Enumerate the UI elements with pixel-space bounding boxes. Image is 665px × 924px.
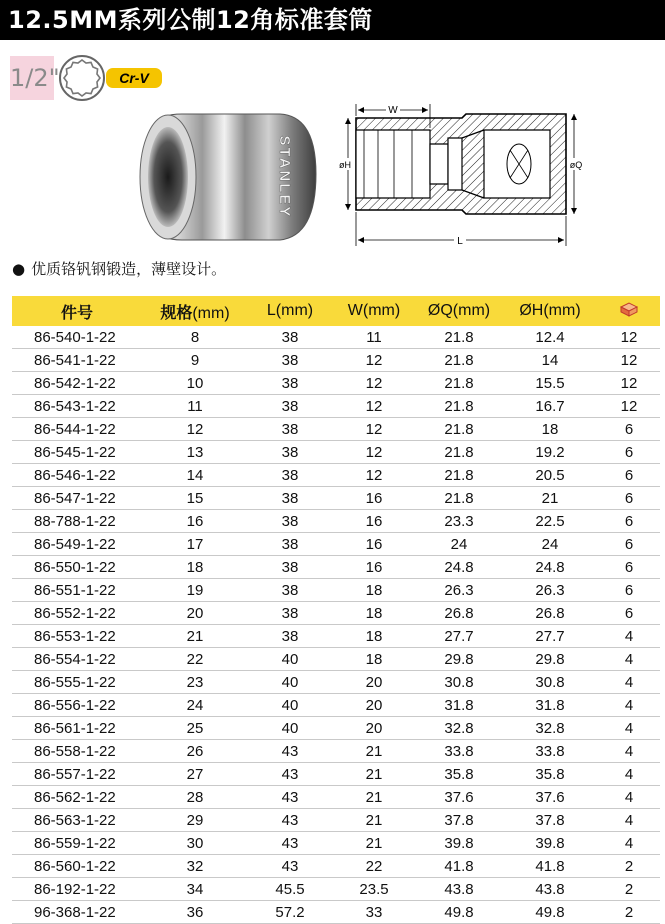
cell-h-value: 37.6 bbox=[502, 786, 598, 809]
cell-q-value: 37.8 bbox=[416, 809, 502, 832]
cell-l-value: 38 bbox=[248, 556, 332, 579]
cell-w-value: 18 bbox=[332, 625, 416, 648]
cell-size: 12 bbox=[142, 418, 248, 441]
table-row bbox=[12, 579, 660, 602]
table-row bbox=[12, 372, 660, 395]
cell-pack-qty: 2 bbox=[598, 855, 660, 878]
table-row bbox=[12, 901, 660, 924]
table-row bbox=[12, 832, 660, 855]
table-row bbox=[12, 740, 660, 763]
cell-pack-qty: 6 bbox=[598, 464, 660, 487]
cell-h-value: 26.3 bbox=[502, 579, 598, 602]
cell-size: 20 bbox=[142, 602, 248, 625]
cell-size: 26 bbox=[142, 740, 248, 763]
cell-pack-qty: 4 bbox=[598, 717, 660, 740]
table-row bbox=[12, 694, 660, 717]
cell-part-number: 86-560-1-22 bbox=[12, 855, 142, 878]
table-row bbox=[12, 395, 660, 418]
cell-q-value: 32.8 bbox=[416, 717, 502, 740]
cell-part-number: 86-543-1-22 bbox=[12, 395, 142, 418]
cell-pack-qty: 4 bbox=[598, 809, 660, 832]
table-row bbox=[12, 878, 660, 901]
col-header-pack bbox=[598, 296, 660, 326]
cell-part-number: 86-550-1-22 bbox=[12, 556, 142, 579]
table-row bbox=[12, 487, 660, 510]
cell-size: 14 bbox=[142, 464, 248, 487]
cell-q-value: 21.8 bbox=[416, 395, 502, 418]
cell-part-number: 86-552-1-22 bbox=[12, 602, 142, 625]
cell-pack-qty: 6 bbox=[598, 441, 660, 464]
cell-h-value: 24 bbox=[502, 533, 598, 556]
cell-size: 9 bbox=[142, 349, 248, 372]
cell-q-value: 33.8 bbox=[416, 740, 502, 763]
cell-size: 30 bbox=[142, 832, 248, 855]
bullet-dot-icon: ● bbox=[12, 260, 26, 278]
cell-w-value: 21 bbox=[332, 832, 416, 855]
cell-size: 36 bbox=[142, 901, 248, 924]
cell-part-number: 96-368-1-22 bbox=[12, 901, 142, 924]
cell-q-value: 39.8 bbox=[416, 832, 502, 855]
cell-pack-qty: 6 bbox=[598, 418, 660, 441]
table-row bbox=[12, 648, 660, 671]
cell-size: 34 bbox=[142, 878, 248, 901]
cell-h-value: 14 bbox=[502, 349, 598, 372]
cell-h-value: 33.8 bbox=[502, 740, 598, 763]
col-header-size: 规格(mm) bbox=[142, 296, 248, 326]
cell-w-value: 12 bbox=[332, 395, 416, 418]
cell-l-value: 38 bbox=[248, 625, 332, 648]
cell-size: 22 bbox=[142, 648, 248, 671]
cell-w-value: 18 bbox=[332, 579, 416, 602]
cell-l-value: 45.5 bbox=[248, 878, 332, 901]
cell-part-number: 86-557-1-22 bbox=[12, 763, 142, 786]
cell-h-value: 43.8 bbox=[502, 878, 598, 901]
cell-w-value: 18 bbox=[332, 648, 416, 671]
cell-w-value: 21 bbox=[332, 809, 416, 832]
cell-h-value: 49.8 bbox=[502, 901, 598, 924]
cell-l-value: 43 bbox=[248, 832, 332, 855]
table-row bbox=[12, 602, 660, 625]
cell-pack-qty: 4 bbox=[598, 694, 660, 717]
cell-pack-qty: 4 bbox=[598, 763, 660, 786]
cell-part-number: 86-561-1-22 bbox=[12, 717, 142, 740]
cell-part-number: 86-546-1-22 bbox=[12, 464, 142, 487]
page-title: 12.5MM系列公制12角标准套筒 bbox=[0, 0, 665, 40]
cell-size: 10 bbox=[142, 372, 248, 395]
cell-q-value: 24.8 bbox=[416, 556, 502, 579]
cell-l-value: 38 bbox=[248, 372, 332, 395]
cell-pack-qty: 4 bbox=[598, 786, 660, 809]
h-dimension-label: øH bbox=[339, 160, 351, 170]
cell-q-value: 26.8 bbox=[416, 602, 502, 625]
cell-size: 17 bbox=[142, 533, 248, 556]
cell-q-value: 26.3 bbox=[416, 579, 502, 602]
cell-pack-qty: 4 bbox=[598, 625, 660, 648]
cell-q-value: 21.8 bbox=[416, 349, 502, 372]
cell-h-value: 15.5 bbox=[502, 372, 598, 395]
cell-w-value: 11 bbox=[332, 326, 416, 349]
cell-h-value: 24.8 bbox=[502, 556, 598, 579]
cell-size: 23 bbox=[142, 671, 248, 694]
twelve-point-socket-icon bbox=[58, 54, 106, 102]
material-badge: Cr-V bbox=[106, 68, 162, 88]
col-header-w: W(mm) bbox=[332, 296, 416, 326]
cell-w-value: 21 bbox=[332, 786, 416, 809]
cell-l-value: 38 bbox=[248, 602, 332, 625]
cell-part-number: 86-544-1-22 bbox=[12, 418, 142, 441]
cell-q-value: 29.8 bbox=[416, 648, 502, 671]
cell-q-value: 37.6 bbox=[416, 786, 502, 809]
table-row bbox=[12, 556, 660, 579]
cell-l-value: 43 bbox=[248, 786, 332, 809]
table-header-row bbox=[12, 296, 660, 326]
cell-l-value: 38 bbox=[248, 418, 332, 441]
cell-l-value: 38 bbox=[248, 579, 332, 602]
cell-pack-qty: 6 bbox=[598, 579, 660, 602]
col-header-q: ØQ(mm) bbox=[416, 296, 502, 326]
cell-size: 24 bbox=[142, 694, 248, 717]
cell-part-number: 86-559-1-22 bbox=[12, 832, 142, 855]
cell-l-value: 38 bbox=[248, 326, 332, 349]
socket-brand-text: STANLEY bbox=[276, 135, 293, 219]
col-header-part: 件号 bbox=[12, 296, 142, 326]
cell-l-value: 40 bbox=[248, 648, 332, 671]
cell-l-value: 43 bbox=[248, 809, 332, 832]
cell-part-number: 86-541-1-22 bbox=[12, 349, 142, 372]
cell-part-number: 86-553-1-22 bbox=[12, 625, 142, 648]
cell-pack-qty: 6 bbox=[598, 510, 660, 533]
cell-part-number: 86-549-1-22 bbox=[12, 533, 142, 556]
cell-q-value: 35.8 bbox=[416, 763, 502, 786]
cell-size: 27 bbox=[142, 763, 248, 786]
cell-w-value: 12 bbox=[332, 464, 416, 487]
feature-text: 优质铬钒钢锻造，薄壁设计。 bbox=[31, 260, 227, 278]
cell-l-value: 40 bbox=[248, 717, 332, 740]
cell-h-value: 31.8 bbox=[502, 694, 598, 717]
cell-h-value: 21 bbox=[502, 487, 598, 510]
cell-part-number: 86-540-1-22 bbox=[12, 326, 142, 349]
cell-w-value: 22 bbox=[332, 855, 416, 878]
cell-h-value: 37.8 bbox=[502, 809, 598, 832]
cell-pack-qty: 6 bbox=[598, 487, 660, 510]
cell-part-number: 86-563-1-22 bbox=[12, 809, 142, 832]
cell-h-value: 39.8 bbox=[502, 832, 598, 855]
cell-size: 8 bbox=[142, 326, 248, 349]
cell-q-value: 43.8 bbox=[416, 878, 502, 901]
cell-pack-qty: 4 bbox=[598, 832, 660, 855]
cell-q-value: 21.8 bbox=[416, 326, 502, 349]
q-dimension-label: øQ bbox=[569, 160, 583, 170]
col-header-h: ØH(mm) bbox=[502, 296, 598, 326]
cell-w-value: 12 bbox=[332, 418, 416, 441]
table-row bbox=[12, 441, 660, 464]
cell-q-value: 31.8 bbox=[416, 694, 502, 717]
cell-h-value: 18 bbox=[502, 418, 598, 441]
cell-pack-qty: 2 bbox=[598, 901, 660, 924]
cell-l-value: 43 bbox=[248, 855, 332, 878]
cell-h-value: 20.5 bbox=[502, 464, 598, 487]
cell-w-value: 20 bbox=[332, 694, 416, 717]
cell-part-number: 88-788-1-22 bbox=[12, 510, 142, 533]
drive-size-badge: 1/2" bbox=[10, 56, 54, 100]
cell-part-number: 86-554-1-22 bbox=[12, 648, 142, 671]
table-row bbox=[12, 671, 660, 694]
table-row bbox=[12, 326, 660, 349]
cell-h-value: 29.8 bbox=[502, 648, 598, 671]
cell-q-value: 23.3 bbox=[416, 510, 502, 533]
cell-size: 29 bbox=[142, 809, 248, 832]
cell-w-value: 20 bbox=[332, 717, 416, 740]
cell-l-value: 43 bbox=[248, 763, 332, 786]
cell-w-value: 12 bbox=[332, 372, 416, 395]
cell-w-value: 21 bbox=[332, 740, 416, 763]
cell-part-number: 86-542-1-22 bbox=[12, 372, 142, 395]
cell-q-value: 27.7 bbox=[416, 625, 502, 648]
cell-size: 21 bbox=[142, 625, 248, 648]
cell-part-number: 86-192-1-22 bbox=[12, 878, 142, 901]
cell-w-value: 20 bbox=[332, 671, 416, 694]
cell-size: 11 bbox=[142, 395, 248, 418]
cell-q-value: 21.8 bbox=[416, 441, 502, 464]
cell-l-value: 38 bbox=[248, 487, 332, 510]
cell-w-value: 21 bbox=[332, 763, 416, 786]
cell-pack-qty: 2 bbox=[598, 878, 660, 901]
cell-pack-qty: 12 bbox=[598, 326, 660, 349]
cell-size: 25 bbox=[142, 717, 248, 740]
table-row bbox=[12, 717, 660, 740]
cell-part-number: 86-555-1-22 bbox=[12, 671, 142, 694]
socket-product-image bbox=[130, 102, 330, 250]
cell-pack-qty: 4 bbox=[598, 648, 660, 671]
cell-part-number: 86-547-1-22 bbox=[12, 487, 142, 510]
table-row bbox=[12, 855, 660, 878]
cell-q-value: 49.8 bbox=[416, 901, 502, 924]
cell-l-value: 38 bbox=[248, 464, 332, 487]
l-dimension-label: L bbox=[457, 236, 463, 247]
cell-l-value: 38 bbox=[248, 441, 332, 464]
socket-dimension-diagram bbox=[334, 100, 584, 252]
cell-size: 13 bbox=[142, 441, 248, 464]
feature-bullet bbox=[12, 258, 226, 280]
cell-part-number: 86-556-1-22 bbox=[12, 694, 142, 717]
cell-pack-qty: 4 bbox=[598, 740, 660, 763]
cell-size: 16 bbox=[142, 510, 248, 533]
cell-q-value: 21.8 bbox=[416, 487, 502, 510]
cell-q-value: 21.8 bbox=[416, 464, 502, 487]
cell-size: 18 bbox=[142, 556, 248, 579]
cell-h-value: 12.4 bbox=[502, 326, 598, 349]
cell-h-value: 35.8 bbox=[502, 763, 598, 786]
table-row bbox=[12, 786, 660, 809]
cell-l-value: 38 bbox=[248, 395, 332, 418]
cell-w-value: 23.5 bbox=[332, 878, 416, 901]
cell-w-value: 16 bbox=[332, 556, 416, 579]
cell-h-value: 26.8 bbox=[502, 602, 598, 625]
cell-h-value: 19.2 bbox=[502, 441, 598, 464]
cell-q-value: 21.8 bbox=[416, 372, 502, 395]
cell-w-value: 18 bbox=[332, 602, 416, 625]
cell-w-value: 16 bbox=[332, 487, 416, 510]
cell-size: 15 bbox=[142, 487, 248, 510]
cell-pack-qty: 6 bbox=[598, 533, 660, 556]
cell-l-value: 38 bbox=[248, 349, 332, 372]
table-row bbox=[12, 349, 660, 372]
cell-part-number: 86-558-1-22 bbox=[12, 740, 142, 763]
cell-part-number: 86-551-1-22 bbox=[12, 579, 142, 602]
cell-w-value: 16 bbox=[332, 533, 416, 556]
cell-pack-qty: 6 bbox=[598, 602, 660, 625]
table-row bbox=[12, 533, 660, 556]
table-row bbox=[12, 464, 660, 487]
cell-size: 19 bbox=[142, 579, 248, 602]
cell-w-value: 12 bbox=[332, 349, 416, 372]
cell-w-value: 12 bbox=[332, 441, 416, 464]
cell-l-value: 38 bbox=[248, 533, 332, 556]
cell-h-value: 27.7 bbox=[502, 625, 598, 648]
cell-q-value: 24 bbox=[416, 533, 502, 556]
cell-part-number: 86-545-1-22 bbox=[12, 441, 142, 464]
cell-l-value: 38 bbox=[248, 510, 332, 533]
cell-h-value: 16.7 bbox=[502, 395, 598, 418]
cell-l-value: 40 bbox=[248, 671, 332, 694]
cell-pack-qty: 4 bbox=[598, 671, 660, 694]
cell-size: 28 bbox=[142, 786, 248, 809]
table-row bbox=[12, 763, 660, 786]
cell-h-value: 30.8 bbox=[502, 671, 598, 694]
col-header-l: L(mm) bbox=[248, 296, 332, 326]
cell-w-value: 33 bbox=[332, 901, 416, 924]
cell-pack-qty: 12 bbox=[598, 372, 660, 395]
cell-q-value: 21.8 bbox=[416, 418, 502, 441]
w-dimension-label: W bbox=[388, 105, 398, 116]
cell-w-value: 16 bbox=[332, 510, 416, 533]
cell-pack-qty: 12 bbox=[598, 395, 660, 418]
cell-part-number: 86-562-1-22 bbox=[12, 786, 142, 809]
table-row bbox=[12, 625, 660, 648]
cell-size: 32 bbox=[142, 855, 248, 878]
table-row bbox=[12, 510, 660, 533]
cell-h-value: 22.5 bbox=[502, 510, 598, 533]
cell-pack-qty: 12 bbox=[598, 349, 660, 372]
table-row bbox=[12, 809, 660, 832]
cell-h-value: 41.8 bbox=[502, 855, 598, 878]
cell-l-value: 43 bbox=[248, 740, 332, 763]
cell-l-value: 40 bbox=[248, 694, 332, 717]
spec-table bbox=[12, 296, 660, 924]
cell-l-value: 57.2 bbox=[248, 901, 332, 924]
cell-pack-qty: 6 bbox=[598, 556, 660, 579]
cell-h-value: 32.8 bbox=[502, 717, 598, 740]
cell-q-value: 41.8 bbox=[416, 855, 502, 878]
box-pack-icon bbox=[619, 301, 639, 317]
table-row bbox=[12, 418, 660, 441]
cell-q-value: 30.8 bbox=[416, 671, 502, 694]
